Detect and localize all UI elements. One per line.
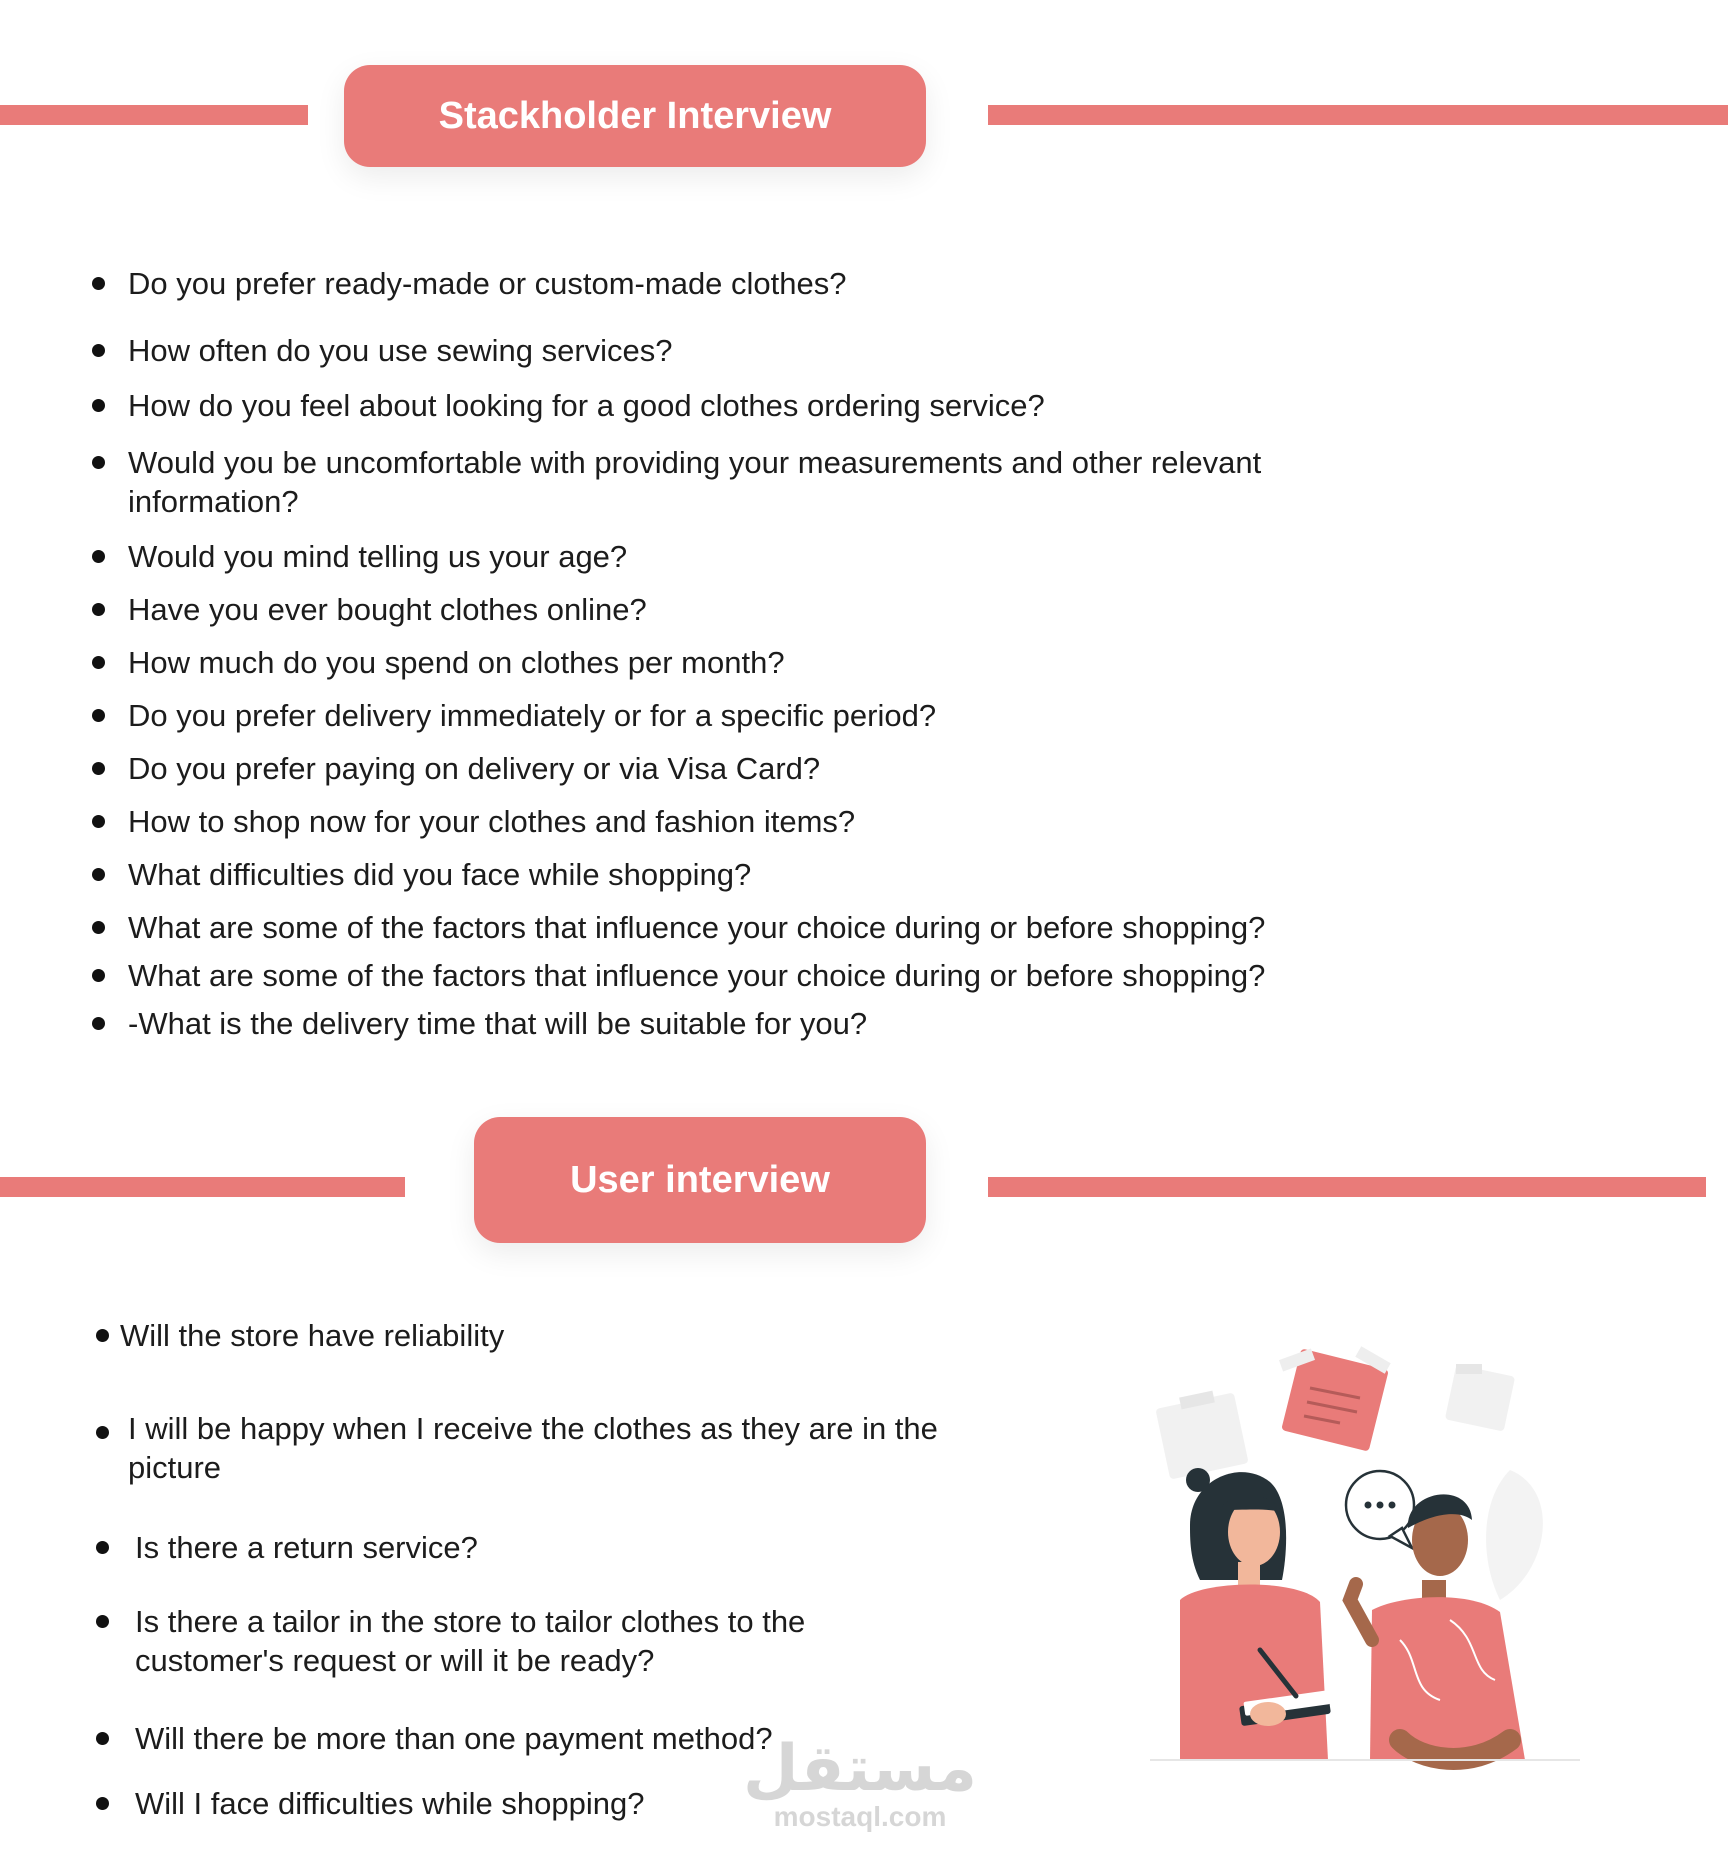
bullet-icon [92,921,105,934]
list-item: Will there be more than one payment method? [135,1719,773,1758]
floating-note-left-icon [1155,1391,1248,1480]
stakeholder-title-pill [344,65,926,167]
list-item: What difficulties did you face while shopping? [128,855,751,894]
interview-illustration [1150,1340,1590,1780]
header-rule-right [988,105,1728,125]
user-title: User interview [570,1158,830,1201]
bullet-icon [92,344,105,357]
bullet-icon [92,550,105,563]
list-item: Have you ever bought clothes online? [128,590,647,629]
speech-bubble-icon [1346,1471,1414,1548]
bullet-icon [92,603,105,616]
list-item: Would you be uncomfortable with providing your measurements and other relevant information? [128,443,1388,521]
bullet-icon [92,277,105,290]
bullet-icon [92,1017,105,1030]
list-item: I will be happy when I receive the clothes as they are in the picture [128,1409,988,1487]
list-item: Is there a return service? [135,1528,478,1567]
woman-figure [1180,1468,1331,1760]
header-rule-left-2 [0,1177,405,1197]
header-rule-left [0,105,308,125]
list-item: How much do you spend on clothes per month? [128,643,785,682]
bullet-icon [92,456,105,469]
bullet-icon [92,709,105,722]
list-item: How to shop now for your clothes and fashion items? [128,802,855,841]
bullet-icon [96,1797,109,1810]
list-item: What are some of the factors that influence your choice during or before shopping? [128,956,1265,995]
list-item: Will the store have reliability [120,1316,504,1355]
list-item: -What is the delivery time that will be suitable for you? [128,1004,867,1043]
bullet-icon [92,762,105,775]
watermark-arabic: مستقل [742,1732,978,1804]
list-item: Will I face difficulties while shopping? [135,1784,644,1823]
list-item: Would you mind telling us your age? [128,537,627,576]
leaf-icon [1486,1470,1543,1600]
bullet-icon [96,1426,109,1439]
floating-note-right-icon [1445,1364,1515,1432]
list-item: How often do you use sewing services? [128,331,673,370]
bullet-icon [96,1329,109,1342]
bullet-icon [92,868,105,881]
list-item: What are some of the factors that influence your choice during or before shopping? [128,908,1265,947]
list-item: How do you feel about looking for a good clothes ordering service? [128,386,1045,425]
header-rule-right-2 [988,1177,1706,1197]
user-title-pill [474,1117,926,1243]
list-item: Do you prefer delivery immediately or for a specific period? [128,696,936,735]
bullet-icon [96,1615,109,1628]
bullet-icon [96,1541,109,1554]
list-item: Do you prefer ready-made or custom-made clothes? [128,264,847,303]
floating-note-center-icon [1279,1346,1391,1451]
watermark [740,1732,980,1833]
bullet-icon [92,815,105,828]
list-item: Do you prefer paying on delivery or via Visa Card? [128,749,820,788]
list-item: Is there a tailor in the store to tailor clothes to the customer's request or will it be ready? [135,1602,855,1680]
bullet-icon [96,1732,109,1745]
stakeholder-title: Stackholder Interview [438,94,832,137]
watermark-domain: mostaql.com [773,1801,947,1832]
bullet-icon [92,969,105,982]
bullet-icon [92,399,105,412]
bullet-icon [92,656,105,669]
